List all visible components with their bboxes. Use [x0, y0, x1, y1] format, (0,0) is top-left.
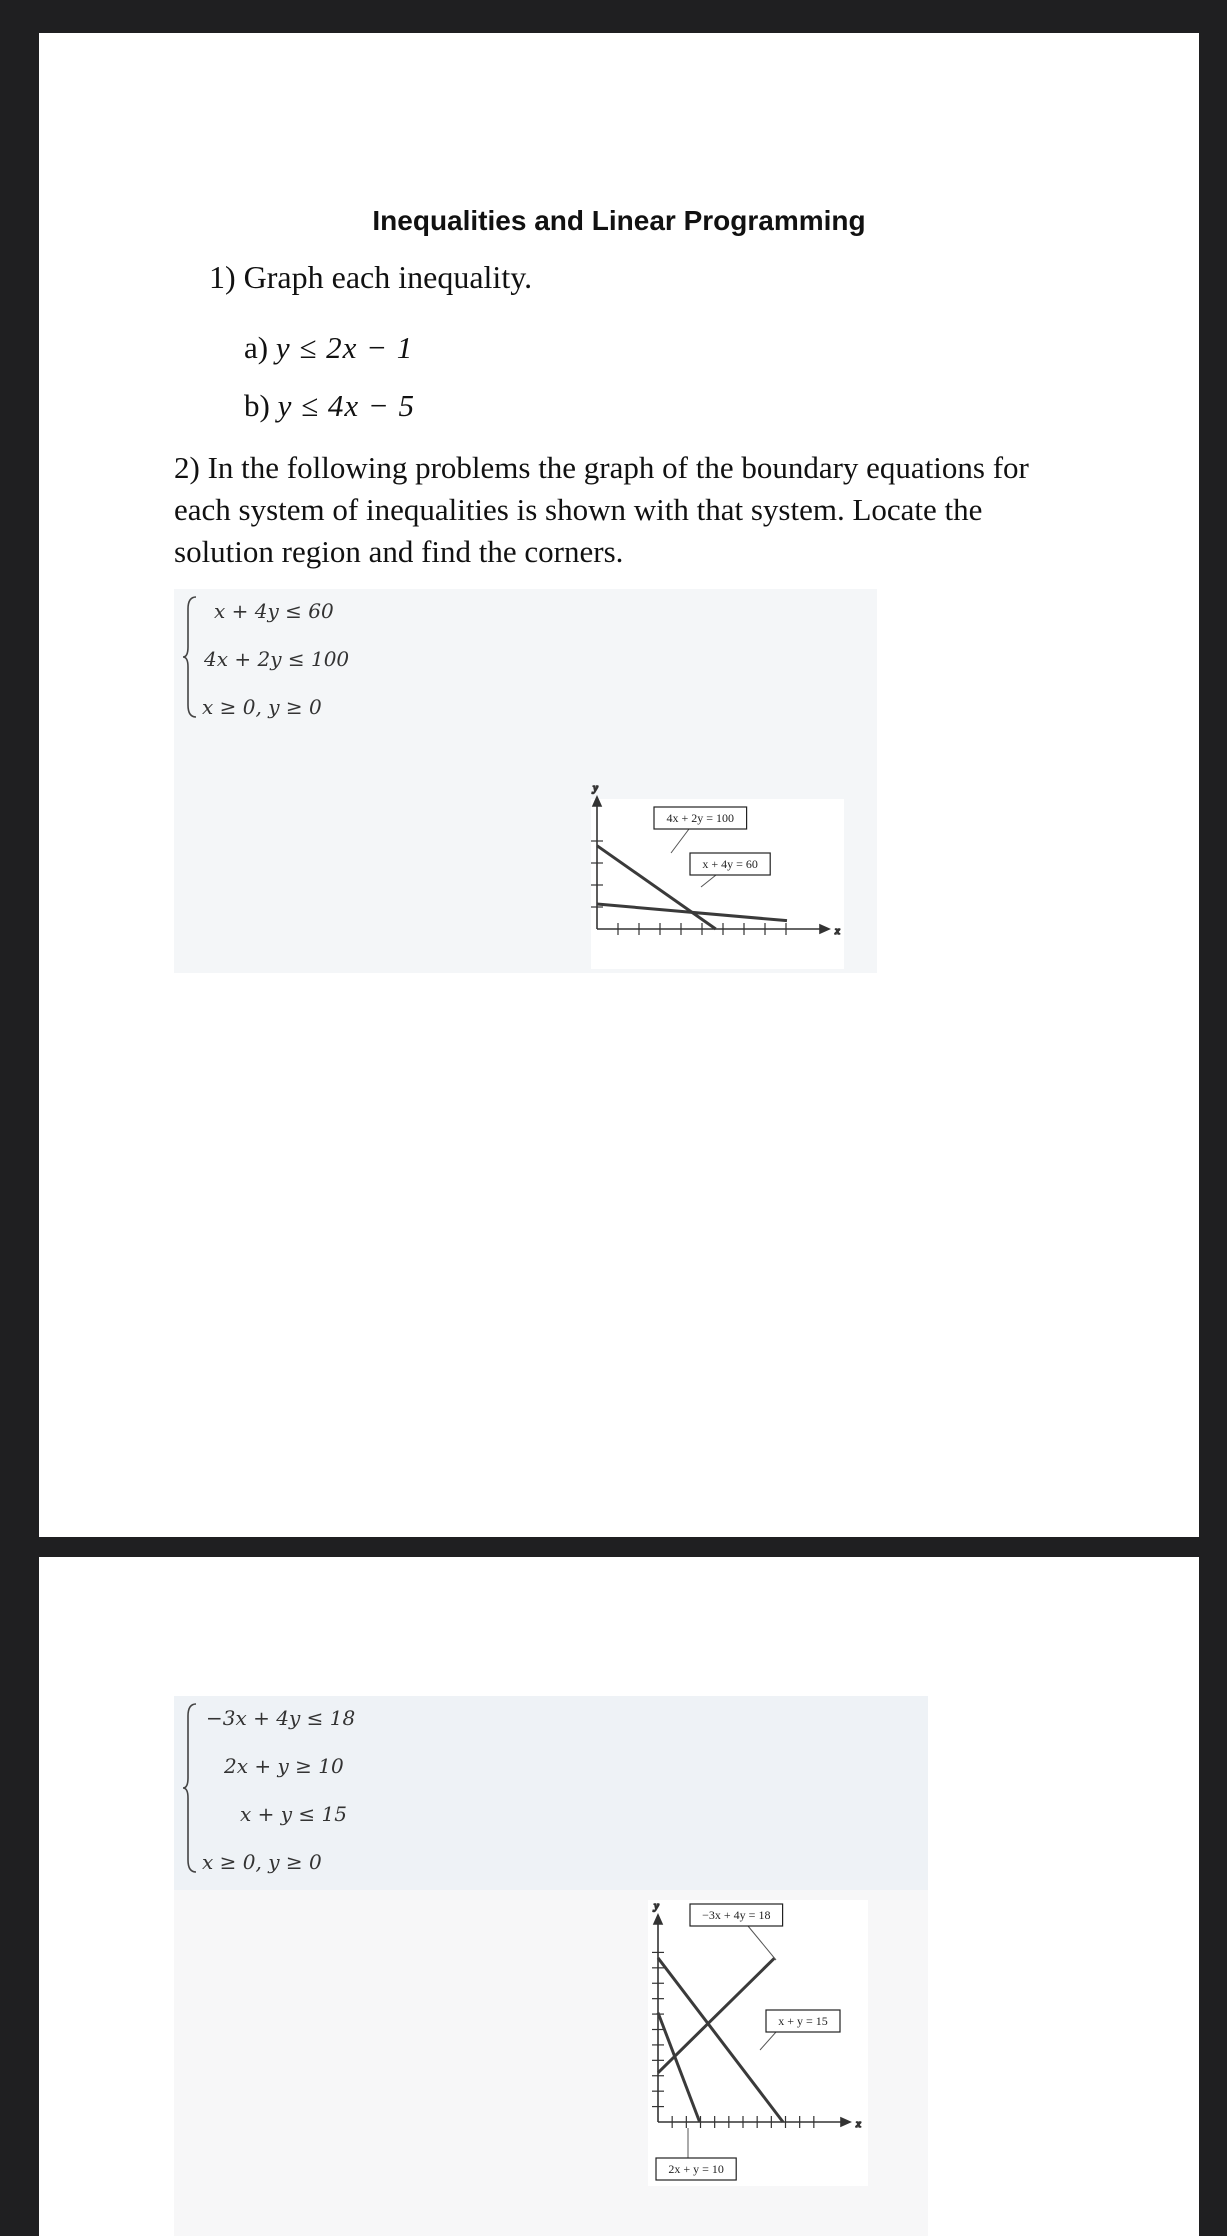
inequality-expression: y ≤ 2x − 1 — [275, 330, 414, 365]
system-1-inequalities — [174, 589, 474, 729]
y-axis-arrow-icon — [593, 797, 601, 806]
boundary-label — [656, 2128, 736, 2180]
y-axis-label: y — [654, 1900, 659, 1912]
inequality-row: 4x + 2y ≤ 100 — [204, 647, 350, 671]
graph-system-1 — [591, 782, 844, 969]
question-1-prompt: 1) Graph each inequality. — [209, 259, 533, 295]
system-2-inequalities — [174, 1696, 524, 1890]
system-2-panel — [174, 1696, 928, 1890]
graph-system-2 — [648, 1900, 868, 2186]
boundary-label — [690, 1904, 783, 1960]
page-title: Inequalities and Linear Programming — [372, 205, 866, 236]
label-text: 4x + 2y = 100 — [666, 811, 735, 825]
label-text: x + y = 15 — [778, 2014, 828, 2028]
y-axis-arrow-icon — [654, 1915, 662, 1924]
inequality-row: x + 4y ≤ 60 — [214, 599, 334, 623]
left-brace-icon — [182, 1702, 198, 1874]
inequality-row: x ≥ 0, y ≥ 0 — [202, 1850, 322, 1874]
inequality-row: x + y ≤ 15 — [240, 1802, 347, 1826]
system-2-graph-panel — [174, 1890, 928, 2236]
inequality-row: 2x + y ≥ 10 — [224, 1754, 344, 1778]
inequality-row: x ≥ 0, y ≥ 0 — [202, 695, 322, 719]
label-text: 2x + y = 10 — [668, 2162, 724, 2176]
x-axis-label: x — [856, 2118, 861, 2130]
x-axis-label: x — [835, 925, 840, 937]
label-text: −3x + 4y = 18 — [702, 1908, 771, 1922]
x-axis-arrow-icon — [841, 2118, 850, 2126]
leader-line — [760, 2032, 776, 2050]
item-label: b) — [244, 388, 270, 423]
leader-line — [701, 875, 716, 887]
document-page-1 — [39, 33, 1199, 1537]
y-axis-label: y — [593, 782, 598, 794]
question-1b — [244, 388, 415, 424]
question-2-prompt: 2) In the following problems the graph of the boundary equations for each system of inequalities is shown with that system. Locate the solution region and find the corners. — [174, 450, 1029, 569]
boundary-label — [690, 853, 770, 887]
boundary-line — [658, 1958, 783, 2122]
leader-line — [748, 1926, 776, 1960]
system-1-panel — [174, 589, 877, 973]
left-brace-icon — [182, 595, 198, 719]
inequality-row: −3x + 4y ≤ 18 — [206, 1706, 356, 1730]
document-page-2 — [39, 1557, 1199, 2236]
graph-2-svg — [648, 1900, 868, 2186]
boundary-label — [654, 807, 747, 853]
x-axis-arrow-icon — [820, 925, 829, 933]
question-1a — [244, 330, 413, 366]
graph-1-svg — [591, 782, 844, 969]
label-text: x + 4y = 60 — [702, 857, 758, 871]
inequality-expression: y ≤ 4x − 5 — [277, 388, 416, 423]
item-label: a) — [244, 330, 269, 365]
boundary-line — [597, 904, 787, 921]
leader-line — [671, 829, 689, 853]
boundary-label — [760, 2010, 840, 2050]
